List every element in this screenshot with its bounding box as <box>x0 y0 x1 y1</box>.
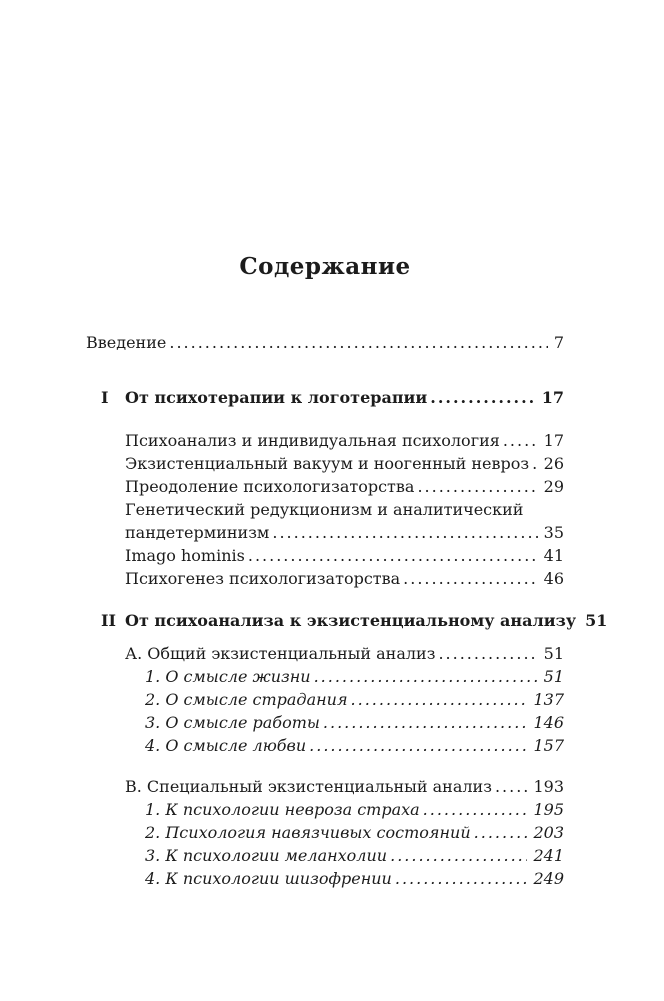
dot-leader <box>169 331 547 354</box>
toc-entry <box>86 844 564 867</box>
section-title: От психотерапии к логотерапии <box>125 388 428 407</box>
dot-leader <box>532 452 538 475</box>
toc-entry-page: 26 <box>543 454 564 473</box>
toc-title: Содержание <box>239 253 411 280</box>
toc-entry <box>86 665 564 688</box>
toc-entry-page: 29 <box>543 477 564 496</box>
toc-entry <box>86 475 564 498</box>
toc-entry-label: 2. Психология навязчивых состояний <box>145 823 471 842</box>
toc-section-2-heading <box>86 609 608 632</box>
toc-entry <box>86 734 564 757</box>
toc-entry <box>86 798 564 821</box>
toc-entry <box>86 867 564 890</box>
toc-entry-page: 195 <box>533 800 564 819</box>
toc-entry-label: Введение <box>86 333 167 352</box>
dot-leader <box>474 821 528 844</box>
dot-leader <box>423 798 528 821</box>
toc-entry <box>86 521 564 544</box>
toc-entry <box>86 544 564 567</box>
dot-leader <box>495 775 528 798</box>
dot-leader <box>403 567 537 590</box>
toc-entry-page: 157 <box>533 736 564 755</box>
toc-entry-page: 51 <box>585 611 608 630</box>
toc-entry-intro <box>86 331 564 354</box>
toc-entry-page: 35 <box>543 523 564 542</box>
dot-leader <box>438 642 537 665</box>
section-number: I <box>101 388 109 407</box>
dot-leader <box>351 688 528 711</box>
toc-entry-label: А. Общий экзистенциальный анализ <box>125 644 436 663</box>
toc-subsection-a-heading <box>86 642 564 665</box>
toc-entry <box>86 452 564 475</box>
dot-leader <box>323 711 528 734</box>
toc-section-1-heading <box>86 386 564 409</box>
toc-entry-label: 3. К психологии меланхолии <box>145 846 388 865</box>
section-number: II <box>101 611 116 630</box>
toc-entry <box>86 567 564 590</box>
toc-entry-wrap-line: Генетический редукционизм и аналитический <box>125 500 524 519</box>
toc-entry-page: 193 <box>533 777 564 796</box>
toc-entry-label: Психоанализ и индивидуальная психология <box>125 431 500 450</box>
section-title: От психоанализа к экзистенциальному анализу <box>125 611 577 630</box>
dot-leader <box>272 521 537 544</box>
dot-leader <box>395 867 528 890</box>
dot-leader <box>309 734 527 757</box>
dot-leader <box>417 475 537 498</box>
toc-entry-label: Преодоление психологизаторства <box>125 477 415 496</box>
toc-subsection-b-items <box>86 798 564 890</box>
toc-entry-label: В. Специальный экзистенциальный анализ <box>125 777 492 796</box>
toc-entry-page: 203 <box>533 823 564 842</box>
dot-leader <box>430 386 535 409</box>
toc-entry-label: пандетерминизм <box>125 523 270 542</box>
toc-entry-label: 4. К психологии шизофрении <box>145 869 392 888</box>
toc-entry <box>86 429 564 452</box>
dot-leader <box>248 544 538 567</box>
toc-entry-label: 1. О смысле жизни <box>145 667 311 686</box>
toc-entry-label: Психогенез психологизаторства <box>125 569 401 588</box>
dot-leader <box>390 844 527 867</box>
toc-entry-page: 241 <box>533 846 564 865</box>
toc-entry-label: Экзистенциальный вакуум и ноогенный невроз <box>125 454 530 473</box>
toc-entry-page: 46 <box>543 569 564 588</box>
toc-entry <box>86 688 564 711</box>
toc-entry-label: 1. К психологии невроза страха <box>145 800 420 819</box>
toc-entry-page: 41 <box>543 546 564 565</box>
toc-entry <box>86 711 564 734</box>
toc-entry-label: 2. О смысле страдания <box>145 690 348 709</box>
toc-entry-page: 51 <box>543 644 564 663</box>
toc-entry-page: 137 <box>533 690 564 709</box>
toc-entry-page: 17 <box>541 388 564 407</box>
toc-subsection-a-items <box>86 665 564 757</box>
dot-leader <box>503 429 538 452</box>
toc-entry-page: 146 <box>533 713 564 732</box>
toc-subsection-b-heading <box>86 775 564 798</box>
toc-entry-page: 7 <box>553 333 564 352</box>
toc-entry-page: 51 <box>543 667 564 686</box>
toc-entry-label: Imago hominis <box>125 546 245 565</box>
toc-entry <box>86 821 564 844</box>
dot-leader <box>314 665 538 688</box>
toc-entry-label: 3. О смысле работы <box>145 713 320 732</box>
toc-content <box>86 0 608 890</box>
toc-entry-page: 249 <box>533 869 564 888</box>
toc-entry-label: 4. О смысле любви <box>145 736 307 755</box>
toc-entry-page: 17 <box>543 431 564 450</box>
toc-section-1-items <box>86 429 564 590</box>
